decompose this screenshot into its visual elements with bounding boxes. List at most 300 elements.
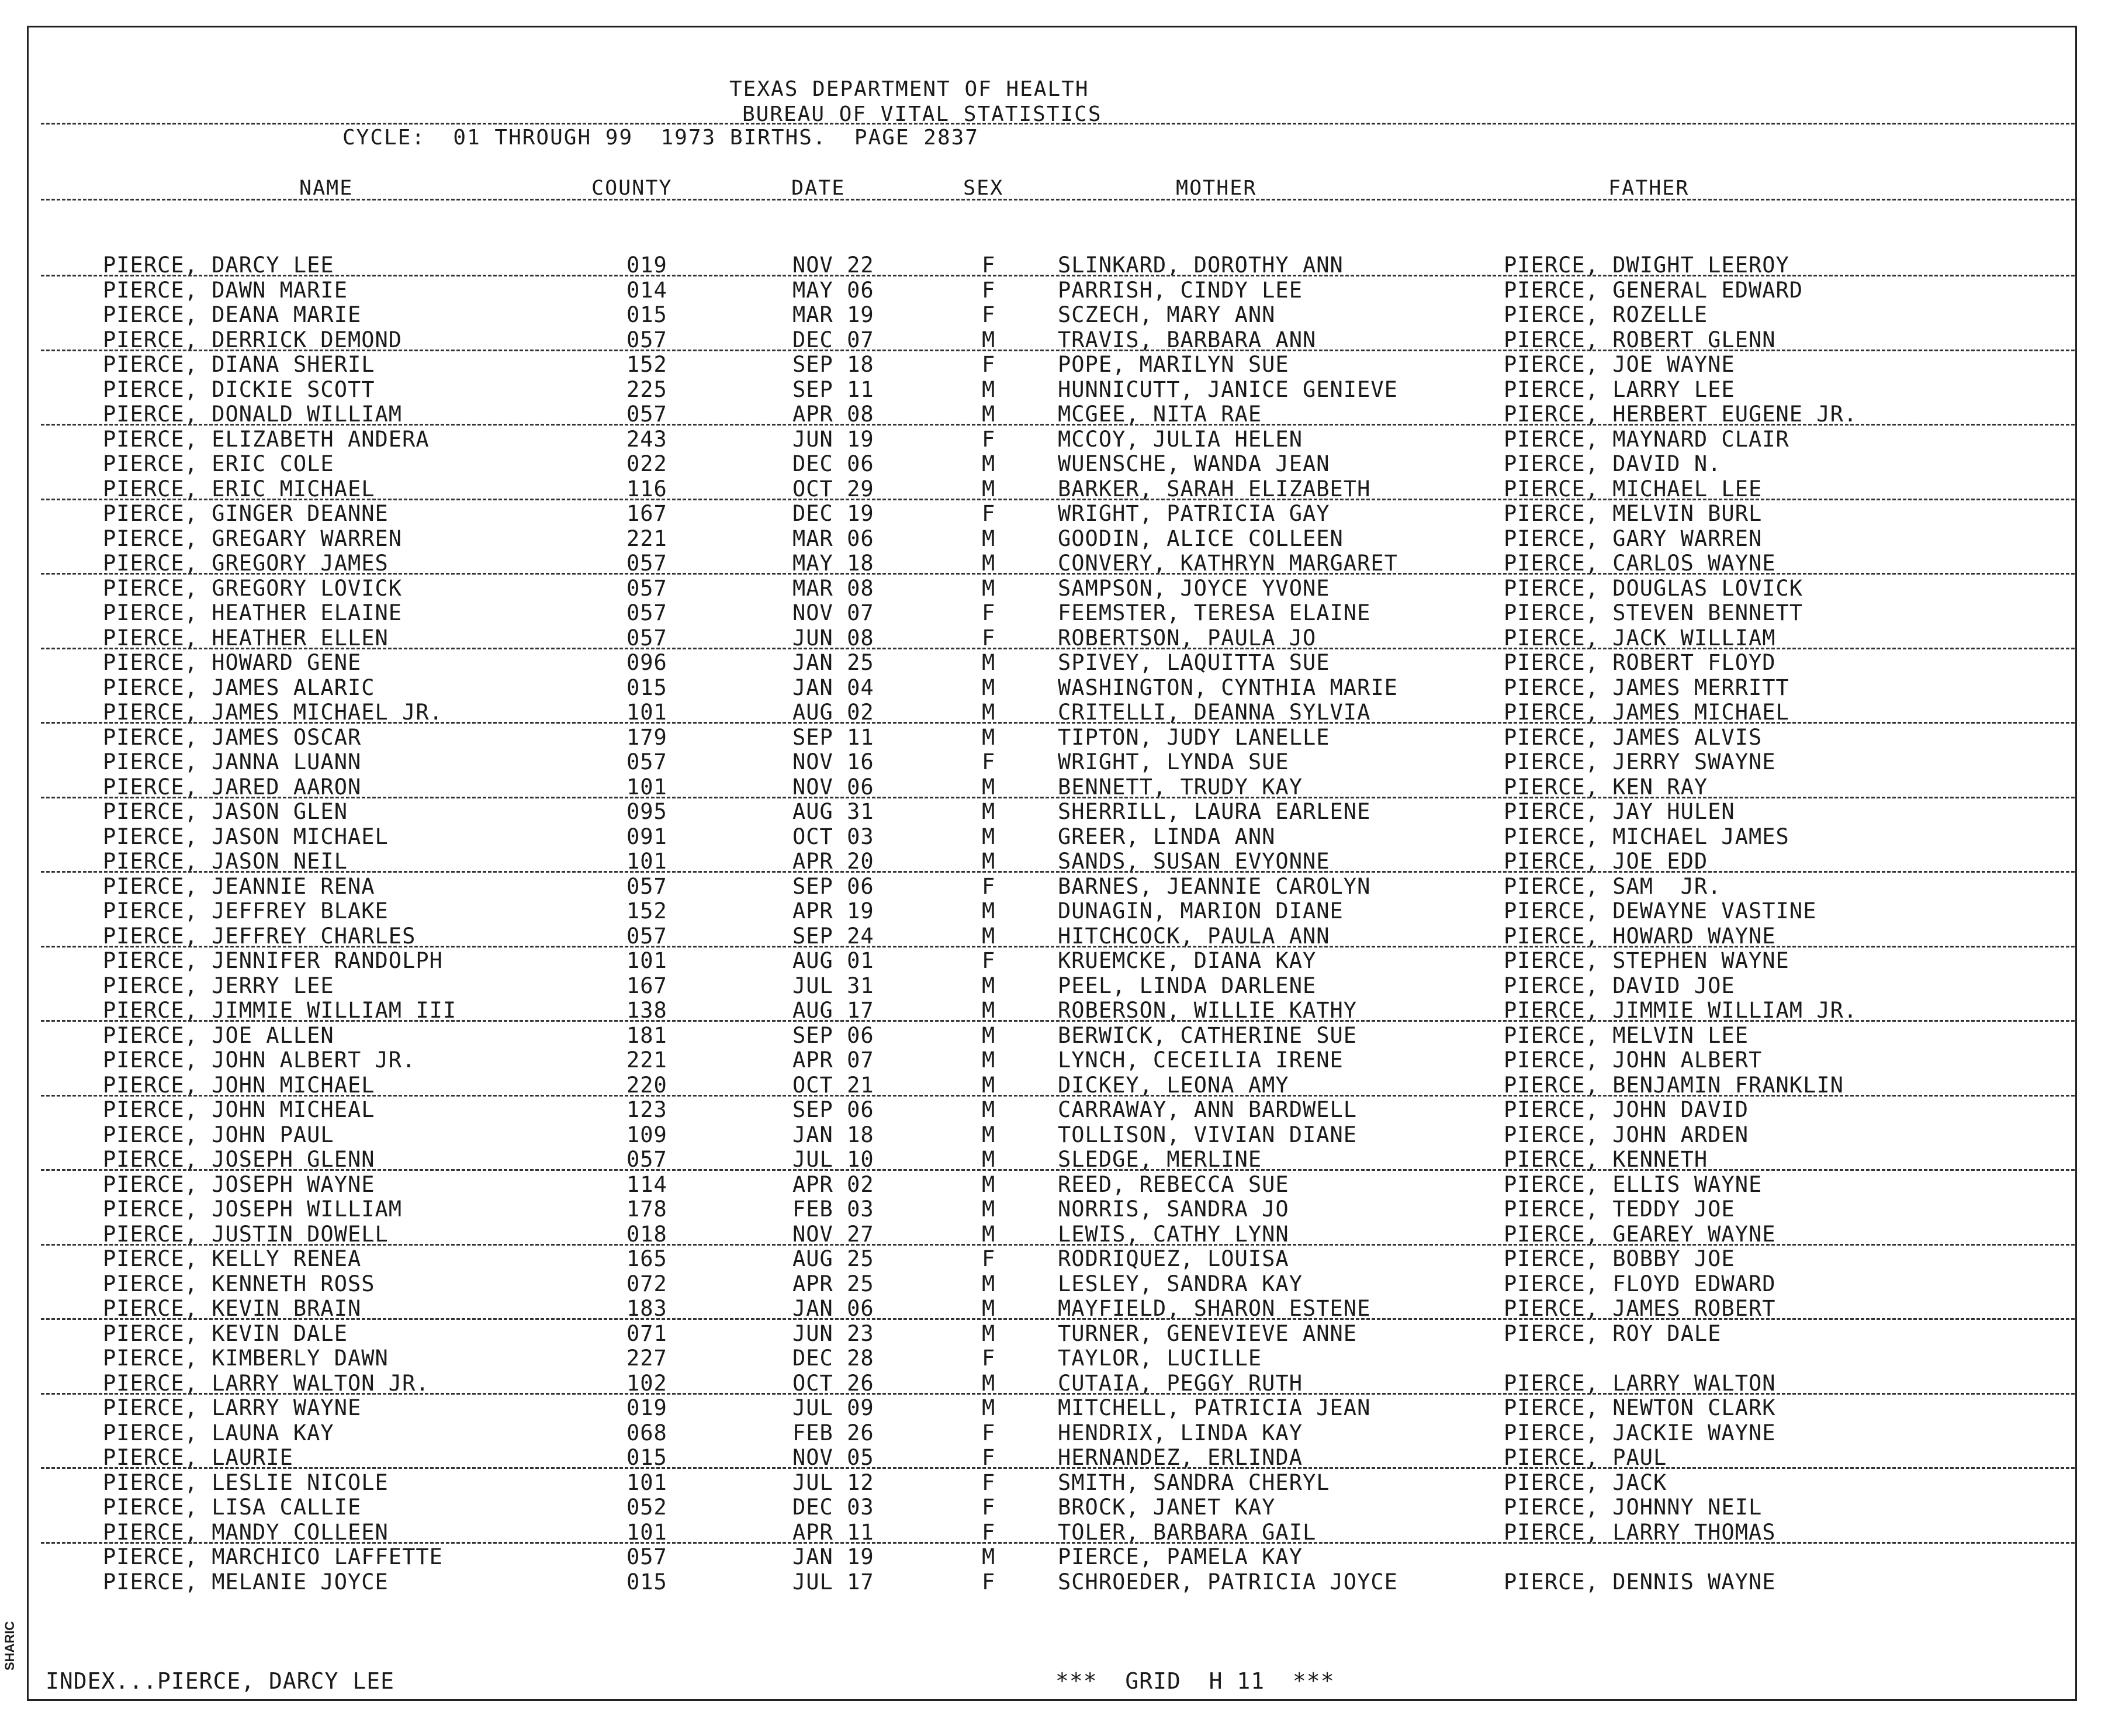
header-bureau: BUREAU OF VITAL STATISTICS xyxy=(742,102,1102,126)
record-county: 014 xyxy=(626,277,667,303)
record-mother: PEEL, LINDA DARLENE xyxy=(1058,973,1317,998)
record-sex: F xyxy=(982,1569,996,1595)
record-county: 072 xyxy=(626,1271,667,1296)
record-father: PIERCE, MICHAEL JAMES xyxy=(1504,824,1789,849)
record-county: 057 xyxy=(626,327,667,352)
record-date: FEB 03 xyxy=(792,1196,874,1222)
record-father: PIERCE, JERRY SWAYNE xyxy=(1504,749,1776,774)
record-mother: ROBERSON, WILLIE KATHY xyxy=(1058,998,1358,1023)
record-date: JUN 08 xyxy=(792,625,874,651)
record-father: PIERCE, GEAREY WAYNE xyxy=(1504,1221,1776,1247)
record-name: PIERCE, HEATHER ELLEN xyxy=(103,625,389,651)
record-mother: SANDS, SUSAN EVYONNE xyxy=(1058,849,1330,874)
record-father: PIERCE, LARRY THOMAS xyxy=(1504,1519,1776,1545)
record-mother: LEWIS, CATHY LYNN xyxy=(1058,1221,1289,1247)
record-mother: RODRIQUEZ, LOUISA xyxy=(1058,1246,1289,1271)
record-mother: WASHINGTON, CYNTHIA MARIE xyxy=(1058,675,1398,700)
record-county: 022 xyxy=(626,451,667,476)
record-father: PIERCE, MELVIN LEE xyxy=(1504,1022,1749,1048)
header-cycle: CYCLE: 01 THROUGH 99 1973 BIRTHS. PAGE 2837 xyxy=(342,126,979,150)
record-county: 138 xyxy=(626,998,667,1023)
record-county: 167 xyxy=(626,973,667,998)
record-father: PIERCE, HERBERT EUGENE JR. xyxy=(1504,402,1858,427)
record-date: AUG 31 xyxy=(792,799,874,824)
record-name: PIERCE, LAUNA KAY xyxy=(103,1420,334,1445)
record-father: PIERCE, NEWTON CLARK xyxy=(1504,1395,1776,1420)
record-county: 015 xyxy=(626,1445,667,1470)
record-name: PIERCE, JERRY LEE xyxy=(103,973,334,998)
record-father: PIERCE, ELLIS WAYNE xyxy=(1504,1171,1763,1197)
record-mother: REED, REBECCA SUE xyxy=(1058,1171,1289,1197)
row-separator xyxy=(41,275,2075,276)
record-date: MAR 06 xyxy=(792,525,874,551)
record-name: PIERCE, JOE ALLEN xyxy=(103,1022,334,1048)
record-name: PIERCE, ELIZABETH ANDERA xyxy=(103,426,430,452)
record-father: PIERCE, KEN RAY xyxy=(1504,774,1708,800)
record-sex: M xyxy=(982,849,996,874)
grid-footer: *** GRID H 11 *** xyxy=(1055,1668,1335,1694)
record-sex: F xyxy=(982,352,996,377)
record-date: AUG 17 xyxy=(792,998,874,1023)
record-date: APR 02 xyxy=(792,1171,874,1197)
record-father: PIERCE, JAMES MERRITT xyxy=(1504,675,1789,700)
record-father: PIERCE, JACK WILLIAM xyxy=(1504,625,1776,651)
record-name: PIERCE, GREGARY WARREN xyxy=(103,525,403,551)
record-county: 071 xyxy=(626,1320,667,1346)
record-mother: CONVERY, KATHRYN MARGARET xyxy=(1058,551,1398,576)
record-name: PIERCE, JEANNIE RENA xyxy=(103,873,375,899)
record-date: SEP 11 xyxy=(792,724,874,750)
record-name: PIERCE, JOHN ALBERT JR. xyxy=(103,1047,416,1073)
record-county: 183 xyxy=(626,1296,667,1321)
record-father: PIERCE, DENNIS WAYNE xyxy=(1504,1569,1776,1595)
side-mark: SHARIC xyxy=(2,1621,17,1671)
column-header-name: NAME xyxy=(299,177,354,200)
record-father: PIERCE, HOWARD WAYNE xyxy=(1504,923,1776,949)
record-father: PIERCE, GENERAL EDWARD xyxy=(1504,277,1803,303)
record-date: MAY 18 xyxy=(792,551,874,576)
record-father: PIERCE, JOHN ARDEN xyxy=(1504,1122,1749,1147)
record-sex: F xyxy=(982,1246,996,1271)
record-date: NOV 22 xyxy=(792,253,874,278)
record-county: 116 xyxy=(626,476,667,502)
record-mother: HENDRIX, LINDA KAY xyxy=(1058,1420,1303,1445)
row-separator xyxy=(41,946,2075,947)
record-date: JUL 10 xyxy=(792,1147,874,1172)
record-name: PIERCE, JAMES OSCAR xyxy=(103,724,362,750)
record-mother: TAYLOR, LUCILLE xyxy=(1058,1346,1262,1371)
record-father: PIERCE, JIMMIE WILLIAM JR. xyxy=(1504,998,1858,1023)
record-date: MAY 06 xyxy=(792,277,874,303)
row-separator xyxy=(41,1020,2075,1022)
header-agency: TEXAS DEPARTMENT OF HEALTH xyxy=(729,77,1089,101)
record-sex: M xyxy=(982,1320,996,1346)
record-sex: F xyxy=(982,1445,996,1470)
record-date: OCT 03 xyxy=(792,824,874,849)
record-date: SEP 06 xyxy=(792,873,874,899)
record-name: PIERCE, LISA CALLIE xyxy=(103,1495,362,1520)
record-name: PIERCE, JOHN MICHEAL xyxy=(103,1097,375,1122)
record-name: PIERCE, JOSEPH WAYNE xyxy=(103,1171,375,1197)
record-mother: LESLEY, SANDRA KAY xyxy=(1058,1271,1303,1296)
record-mother: SLINKARD, DOROTHY ANN xyxy=(1058,253,1344,278)
row-separator xyxy=(41,648,2075,649)
record-mother: TRAVIS, BARBARA ANN xyxy=(1058,327,1317,352)
record-father: PIERCE, MICHAEL LEE xyxy=(1504,476,1763,502)
record-father: PIERCE, ROY DALE xyxy=(1504,1320,1722,1346)
record-name: PIERCE, LARRY WALTON JR. xyxy=(103,1370,430,1396)
record-county: 102 xyxy=(626,1370,667,1396)
record-county: 227 xyxy=(626,1346,667,1371)
record-father: PIERCE, LARRY WALTON xyxy=(1504,1370,1776,1396)
record-name: PIERCE, MANDY COLLEEN xyxy=(103,1519,389,1545)
record-father: PIERCE, BENJAMIN FRANKLIN xyxy=(1504,1072,1844,1098)
column-header-date: DATE xyxy=(791,177,846,200)
record-county: 243 xyxy=(626,426,667,452)
record-sex: M xyxy=(982,724,996,750)
record-sex: M xyxy=(982,476,996,502)
record-date: AUG 01 xyxy=(792,948,874,973)
record-name: PIERCE, JAMES MICHAEL JR. xyxy=(103,700,443,725)
record-sex: M xyxy=(982,1122,996,1147)
record-date: NOV 16 xyxy=(792,749,874,774)
row-separator xyxy=(41,797,2075,798)
record-date: JAN 06 xyxy=(792,1296,874,1321)
header-rule xyxy=(41,123,2075,125)
record-name: PIERCE, MELANIE JOYCE xyxy=(103,1569,389,1595)
record-mother: WRIGHT, LYNDA SUE xyxy=(1058,749,1289,774)
record-sex: M xyxy=(982,1171,996,1197)
record-mother: SMITH, SANDRA CHERYL xyxy=(1058,1469,1330,1495)
record-mother: SLEDGE, MERLINE xyxy=(1058,1147,1262,1172)
record-father: PIERCE, CARLOS WAYNE xyxy=(1504,551,1776,576)
record-county: 095 xyxy=(626,799,667,824)
record-name: PIERCE, JASON GLEN xyxy=(103,799,348,824)
record-county: 225 xyxy=(626,376,667,402)
record-mother: HERNANDEZ, ERLINDA xyxy=(1058,1445,1303,1470)
record-county: 015 xyxy=(626,302,667,327)
row-separator xyxy=(41,1244,2075,1246)
record-mother: MITCHELL, PATRICIA JEAN xyxy=(1058,1395,1371,1420)
record-county: 101 xyxy=(626,849,667,874)
record-sex: M xyxy=(982,1022,996,1048)
record-mother: TIPTON, JUDY LANELLE xyxy=(1058,724,1330,750)
record-mother: PIERCE, PAMELA KAY xyxy=(1058,1544,1303,1569)
record-mother: TURNER, GENEVIEVE ANNE xyxy=(1058,1320,1358,1346)
record-sex: M xyxy=(982,1370,996,1396)
record-father: PIERCE, PAUL xyxy=(1504,1445,1667,1470)
record-date: NOV 05 xyxy=(792,1445,874,1470)
record-mother: LYNCH, CECEILIA IRENE xyxy=(1058,1047,1344,1073)
record-county: 101 xyxy=(626,948,667,973)
record-name: PIERCE, JENNIFER RANDOLPH xyxy=(103,948,443,973)
record-father: PIERCE, KENNETH xyxy=(1504,1147,1708,1172)
record-county: 057 xyxy=(626,749,667,774)
row-separator xyxy=(41,1542,2075,1544)
record-father: PIERCE, JOE WAYNE xyxy=(1504,352,1735,377)
record-sex: M xyxy=(982,1544,996,1569)
record-sex: M xyxy=(982,575,996,601)
record-mother: POPE, MARILYN SUE xyxy=(1058,352,1289,377)
column-header-county: COUNTY xyxy=(591,177,673,200)
record-date: OCT 21 xyxy=(792,1072,874,1098)
record-sex: M xyxy=(982,799,996,824)
record-mother: BROCK, JANET KAY xyxy=(1058,1495,1276,1520)
row-separator xyxy=(41,871,2075,873)
record-sex: F xyxy=(982,749,996,774)
column-header-father: FATHER xyxy=(1608,177,1690,200)
record-name: PIERCE, JOHN PAUL xyxy=(103,1122,334,1147)
record-county: 019 xyxy=(626,253,667,278)
record-mother: MCGEE, NITA RAE xyxy=(1058,402,1262,427)
record-county: 220 xyxy=(626,1072,667,1098)
record-sex: F xyxy=(982,277,996,303)
record-father: PIERCE, GARY WARREN xyxy=(1504,525,1763,551)
record-mother: CUTAIA, PEGGY RUTH xyxy=(1058,1370,1303,1396)
record-name: PIERCE, KENNETH ROSS xyxy=(103,1271,375,1296)
record-sex: F xyxy=(982,1469,996,1495)
record-county: 057 xyxy=(626,625,667,651)
record-date: JAN 25 xyxy=(792,650,874,675)
record-father: PIERCE, DWIGHT LEEROY xyxy=(1504,253,1789,278)
record-date: APR 25 xyxy=(792,1271,874,1296)
row-separator xyxy=(41,1467,2075,1469)
record-mother: DICKEY, LEONA AMY xyxy=(1058,1072,1289,1098)
record-county: 114 xyxy=(626,1171,667,1197)
record-date: NOV 07 xyxy=(792,600,874,625)
record-name: PIERCE, DONALD WILLIAM xyxy=(103,402,403,427)
record-county: 091 xyxy=(626,824,667,849)
record-date: JUL 17 xyxy=(792,1569,874,1595)
record-mother: SHERRILL, LAURA EARLENE xyxy=(1058,799,1371,824)
record-mother: BERWICK, CATHERINE SUE xyxy=(1058,1022,1358,1048)
record-county: 057 xyxy=(626,873,667,899)
record-mother: BARNES, JEANNIE CAROLYN xyxy=(1058,873,1371,899)
record-date: OCT 29 xyxy=(792,476,874,502)
record-father: PIERCE, FLOYD EDWARD xyxy=(1504,1271,1776,1296)
record-father: PIERCE, MAYNARD CLAIR xyxy=(1504,426,1789,452)
record-sex: M xyxy=(982,1097,996,1122)
record-county: 152 xyxy=(626,352,667,377)
row-separator xyxy=(41,573,2075,575)
record-sex: M xyxy=(982,1047,996,1073)
record-name: PIERCE, JANNA LUANN xyxy=(103,749,362,774)
record-father: PIERCE, LARRY LEE xyxy=(1504,376,1735,402)
record-sex: F xyxy=(982,873,996,899)
record-name: PIERCE, JUSTIN DOWELL xyxy=(103,1221,389,1247)
record-father: PIERCE, JOHN DAVID xyxy=(1504,1097,1749,1122)
record-date: DEC 19 xyxy=(792,501,874,526)
record-father: PIERCE, ROBERT GLENN xyxy=(1504,327,1776,352)
record-name: PIERCE, GREGORY LOVICK xyxy=(103,575,403,601)
record-county: 057 xyxy=(626,402,667,427)
row-separator xyxy=(41,722,2075,724)
record-name: PIERCE, KEVIN DALE xyxy=(103,1320,348,1346)
record-sex: M xyxy=(982,700,996,725)
record-mother: CRITELLI, DEANNA SYLVIA xyxy=(1058,700,1371,725)
record-father: PIERCE, JAMES MICHAEL xyxy=(1504,700,1789,725)
record-date: NOV 06 xyxy=(792,774,874,800)
record-name: PIERCE, MARCHICO LAFFETTE xyxy=(103,1544,443,1569)
record-name: PIERCE, JEFFREY CHARLES xyxy=(103,923,416,949)
record-name: PIERCE, KELLY RENEA xyxy=(103,1246,362,1271)
record-date: DEC 06 xyxy=(792,451,874,476)
record-mother: SPIVEY, LAQUITTA SUE xyxy=(1058,650,1330,675)
record-name: PIERCE, LARRY WAYNE xyxy=(103,1395,362,1420)
record-sex: F xyxy=(982,253,996,278)
record-name: PIERCE, JASON MICHAEL xyxy=(103,824,389,849)
record-county: 178 xyxy=(626,1196,667,1222)
record-date: SEP 06 xyxy=(792,1022,874,1048)
record-mother: MAYFIELD, SHARON ESTENE xyxy=(1058,1296,1371,1321)
record-father: PIERCE, BOBBY JOE xyxy=(1504,1246,1735,1271)
row-separator xyxy=(41,424,2075,426)
record-mother: ROBERTSON, PAULA JO xyxy=(1058,625,1317,651)
record-name: PIERCE, HEATHER ELAINE xyxy=(103,600,403,625)
record-county: 057 xyxy=(626,1147,667,1172)
record-name: PIERCE, DIANA SHERIL xyxy=(103,352,375,377)
record-father: PIERCE, JOHN ALBERT xyxy=(1504,1047,1763,1073)
record-sex: F xyxy=(982,948,996,973)
record-father: PIERCE, JAMES ROBERT xyxy=(1504,1296,1776,1321)
record-sex: M xyxy=(982,1395,996,1420)
record-sex: F xyxy=(982,600,996,625)
record-county: 123 xyxy=(626,1097,667,1122)
record-county: 096 xyxy=(626,650,667,675)
record-mother: TOLLISON, VIVIAN DIANE xyxy=(1058,1122,1358,1147)
record-mother: SAMPSON, JOYCE YVONE xyxy=(1058,575,1330,601)
record-mother: PARRISH, CINDY LEE xyxy=(1058,277,1303,303)
record-name: PIERCE, DARCY LEE xyxy=(103,253,334,278)
record-mother: HUNNICUTT, JANICE GENIEVE xyxy=(1058,376,1398,402)
record-mother: SCZECH, MARY ANN xyxy=(1058,302,1276,327)
record-father: PIERCE, DAVID JOE xyxy=(1504,973,1735,998)
record-county: 165 xyxy=(626,1246,667,1271)
record-date: APR 08 xyxy=(792,402,874,427)
record-mother: MCCOY, JULIA HELEN xyxy=(1058,426,1303,452)
record-father: PIERCE, DEWAYNE VASTINE xyxy=(1504,898,1817,924)
record-county: 015 xyxy=(626,675,667,700)
record-county: 019 xyxy=(626,1395,667,1420)
record-father: PIERCE, JAMES ALVIS xyxy=(1504,724,1763,750)
record-mother: SCHROEDER, PATRICIA JOYCE xyxy=(1058,1569,1398,1595)
record-county: 057 xyxy=(626,575,667,601)
record-sex: M xyxy=(982,376,996,402)
record-county: 179 xyxy=(626,724,667,750)
record-county: 221 xyxy=(626,1047,667,1073)
record-name: PIERCE, JASON NEIL xyxy=(103,849,348,874)
record-sex: F xyxy=(982,1495,996,1520)
record-date: AUG 25 xyxy=(792,1246,874,1271)
record-sex: F xyxy=(982,302,996,327)
record-father: PIERCE, STEPHEN WAYNE xyxy=(1504,948,1789,973)
record-date: JUN 23 xyxy=(792,1320,874,1346)
row-separator xyxy=(41,1318,2075,1320)
record-sex: F xyxy=(982,501,996,526)
record-name: PIERCE, JIMMIE WILLIAM III xyxy=(103,998,457,1023)
record-date: JAN 18 xyxy=(792,1122,874,1147)
record-name: PIERCE, LESLIE NICOLE xyxy=(103,1469,389,1495)
record-name: PIERCE, KIMBERLY DAWN xyxy=(103,1346,389,1371)
record-father: PIERCE, JACK xyxy=(1504,1469,1667,1495)
record-name: PIERCE, DERRICK DEMOND xyxy=(103,327,403,352)
record-mother: HITCHCOCK, PAULA ANN xyxy=(1058,923,1330,949)
record-father: PIERCE, DOUGLAS LOVICK xyxy=(1504,575,1803,601)
record-county: 221 xyxy=(626,525,667,551)
record-mother: NORRIS, SANDRA JO xyxy=(1058,1196,1289,1222)
record-sex: M xyxy=(982,923,996,949)
record-county: 057 xyxy=(626,1544,667,1569)
record-father: PIERCE, JAY HULEN xyxy=(1504,799,1735,824)
record-father: PIERCE, ROBERT FLOYD xyxy=(1504,650,1776,675)
record-sex: M xyxy=(982,1221,996,1247)
record-father: PIERCE, STEVEN BENNETT xyxy=(1504,600,1803,625)
column-header-sex: SEX xyxy=(963,177,1004,200)
record-date: JUL 31 xyxy=(792,973,874,998)
record-sex: M xyxy=(982,774,996,800)
record-date: MAR 19 xyxy=(792,302,874,327)
record-name: PIERCE, LAURIE xyxy=(103,1445,293,1470)
record-date: JAN 19 xyxy=(792,1544,874,1569)
record-date: APR 11 xyxy=(792,1519,874,1545)
record-mother: WUENSCHE, WANDA JEAN xyxy=(1058,451,1330,476)
record-sex: M xyxy=(982,973,996,998)
record-date: JUN 19 xyxy=(792,426,874,452)
record-name: PIERCE, JARED AARON xyxy=(103,774,362,800)
record-father: PIERCE, DAVID N. xyxy=(1504,451,1722,476)
record-sex: M xyxy=(982,551,996,576)
record-name: PIERCE, JEFFREY BLAKE xyxy=(103,898,389,924)
record-father: PIERCE, TEDDY JOE xyxy=(1504,1196,1735,1222)
record-date: APR 07 xyxy=(792,1047,874,1073)
record-name: PIERCE, JOHN MICHAEL xyxy=(103,1072,375,1098)
record-county: 101 xyxy=(626,1519,667,1545)
record-date: JUL 12 xyxy=(792,1469,874,1495)
record-sex: M xyxy=(982,1147,996,1172)
record-name: PIERCE, DAWN MARIE xyxy=(103,277,348,303)
record-father: PIERCE, JOHNNY NEIL xyxy=(1504,1495,1763,1520)
record-county: 152 xyxy=(626,898,667,924)
record-mother: GOODIN, ALICE COLLEEN xyxy=(1058,525,1344,551)
record-sex: F xyxy=(982,1519,996,1545)
record-date: AUG 02 xyxy=(792,700,874,725)
record-date: JUL 09 xyxy=(792,1395,874,1420)
record-name: PIERCE, ERIC COLE xyxy=(103,451,334,476)
record-date: NOV 27 xyxy=(792,1221,874,1247)
record-sex: M xyxy=(982,1196,996,1222)
record-name: PIERCE, DICKIE SCOTT xyxy=(103,376,375,402)
record-name: PIERCE, JOSEPH WILLIAM xyxy=(103,1196,403,1222)
record-name: PIERCE, ERIC MICHAEL xyxy=(103,476,375,502)
record-father: PIERCE, JACKIE WAYNE xyxy=(1504,1420,1776,1445)
record-county: 057 xyxy=(626,600,667,625)
record-date: DEC 03 xyxy=(792,1495,874,1520)
record-sex: M xyxy=(982,650,996,675)
record-mother: CARRAWAY, ANN BARDWELL xyxy=(1058,1097,1358,1122)
column-header-mother: MOTHER xyxy=(1176,177,1257,200)
record-sex: M xyxy=(982,525,996,551)
row-separator xyxy=(41,1095,2075,1097)
record-father: PIERCE, ROZELLE xyxy=(1504,302,1708,327)
record-mother: DUNAGIN, MARION DIANE xyxy=(1058,898,1344,924)
record-date: DEC 28 xyxy=(792,1346,874,1371)
index-footer: INDEX...PIERCE, DARCY LEE xyxy=(46,1668,394,1694)
record-name: PIERCE, JAMES ALARIC xyxy=(103,675,375,700)
record-sex: F xyxy=(982,426,996,452)
record-sex: M xyxy=(982,1072,996,1098)
record-date: APR 20 xyxy=(792,849,874,874)
record-mother: TOLER, BARBARA GAIL xyxy=(1058,1519,1317,1545)
